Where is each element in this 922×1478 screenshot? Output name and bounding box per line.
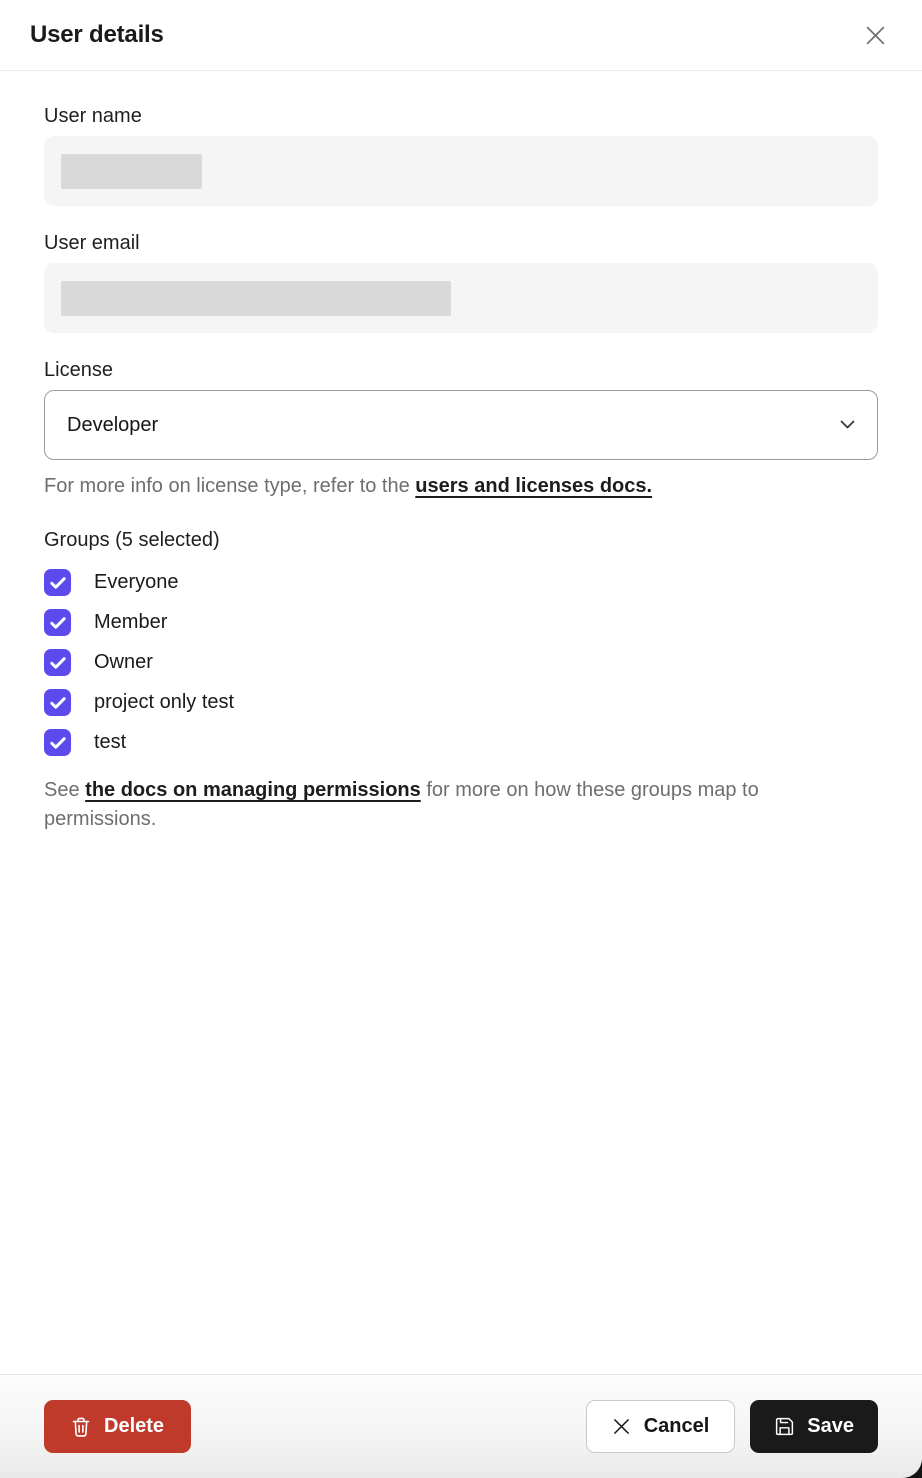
cancel-button[interactable]	[586, 1400, 736, 1453]
check-icon	[50, 737, 66, 749]
groups-help-suffix: for more on how these groups map to permissions.	[44, 779, 759, 830]
floppy-disk-icon	[774, 1416, 795, 1437]
group-label-owner[interactable]: Owner	[94, 651, 153, 673]
trash-icon	[71, 1416, 91, 1438]
save-button-label: Save	[807, 1415, 854, 1437]
cancel-button-label: Cancel	[643, 1415, 710, 1437]
group-row-test	[44, 729, 878, 756]
group-row-everyone	[44, 569, 878, 596]
footer-actions	[586, 1400, 878, 1453]
checkbox-test[interactable]	[44, 729, 71, 756]
check-icon	[50, 657, 66, 669]
close-button[interactable]	[860, 20, 890, 50]
modal-footer	[0, 1374, 922, 1478]
modal-title: User details	[30, 21, 164, 48]
license-select[interactable]	[44, 390, 878, 460]
groups-help-prefix: See	[44, 779, 86, 801]
user-email-label: User email	[44, 232, 140, 254]
user-name-label: User name	[44, 105, 142, 127]
license-label: License	[44, 359, 113, 381]
check-icon	[50, 697, 66, 709]
user-email-field[interactable]	[44, 263, 878, 333]
license-selected-value: Developer	[67, 413, 159, 436]
group-row-member	[44, 609, 878, 636]
groups-label: Groups (5 selected)	[44, 529, 220, 551]
checkbox-project-only-test[interactable]	[44, 689, 71, 716]
license-help-text	[44, 472, 874, 501]
x-icon	[612, 1417, 631, 1436]
modal-header	[0, 0, 922, 71]
check-icon	[50, 617, 66, 629]
license-help-prefix: For more info on license type, refer to the	[44, 475, 416, 497]
groups-help-text	[44, 776, 874, 834]
save-button[interactable]	[750, 1400, 878, 1453]
group-label-test[interactable]: test	[94, 731, 127, 753]
group-label-everyone[interactable]: Everyone	[94, 571, 179, 593]
redacted-user-name-value	[61, 154, 202, 189]
group-label-member[interactable]: Member	[94, 611, 168, 633]
close-icon	[862, 22, 889, 49]
modal-content	[0, 71, 922, 1374]
redacted-user-email-value	[61, 281, 451, 316]
users-licenses-docs-link[interactable]: users and licenses docs.	[415, 475, 653, 497]
user-name-field[interactable]	[44, 136, 878, 206]
delete-button-label: Delete	[104, 1415, 165, 1437]
managing-permissions-docs-link[interactable]: the docs on managing permissions	[85, 779, 421, 801]
group-row-owner	[44, 649, 878, 676]
checkbox-owner[interactable]	[44, 649, 71, 676]
delete-button[interactable]	[44, 1400, 191, 1453]
check-icon	[50, 577, 66, 589]
group-label-project-only-test[interactable]: project only test	[94, 691, 235, 713]
chevron-down-icon	[840, 420, 855, 430]
group-row-project-only-test	[44, 689, 878, 716]
checkbox-everyone[interactable]	[44, 569, 71, 596]
checkbox-member[interactable]	[44, 609, 71, 636]
